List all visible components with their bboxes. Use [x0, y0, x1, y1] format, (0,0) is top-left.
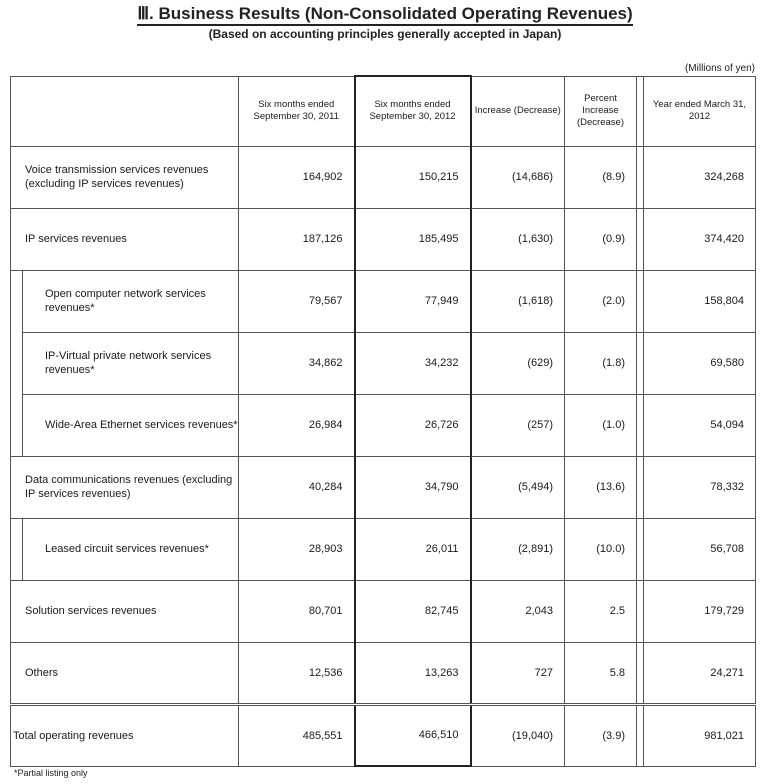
header-row	[11, 76, 756, 146]
header-h2: Six months ended September 30, 2012	[355, 76, 471, 146]
row-label: Open computer network services revenues*	[23, 270, 239, 332]
cell-h1: 187,126	[239, 208, 355, 270]
cell-h3: (257)	[471, 394, 565, 456]
row-label: IP-Virtual private network services revenues*	[23, 332, 239, 394]
cell-h3: (1,630)	[471, 208, 565, 270]
table-row	[11, 456, 756, 518]
cell-h2: 77,949	[355, 270, 471, 332]
cell-h4: (10.0)	[565, 518, 637, 580]
cell-h2: 13,263	[355, 642, 471, 704]
row-label: IP services revenues	[11, 208, 239, 270]
cell-h5: 324,268	[644, 146, 756, 208]
cell-h2: 150,215	[355, 146, 471, 208]
cell-h5: 981,021	[644, 704, 756, 766]
cell-h3: (19,040)	[471, 704, 565, 766]
cell-h3: 2,043	[471, 580, 565, 642]
cell-h5: 374,420	[644, 208, 756, 270]
row-label: Voice transmission services revenues (excluding IP services revenues)	[11, 146, 239, 208]
cell-h3: (14,686)	[471, 146, 565, 208]
cell-h4: (0.9)	[565, 208, 637, 270]
cell-h5: 158,804	[644, 270, 756, 332]
row-label: Total operating revenues	[11, 704, 239, 766]
cell-h4: 5.8	[565, 642, 637, 704]
units-note: (Millions of yen)	[684, 63, 755, 74]
table-row	[11, 394, 756, 456]
cell-h5: 69,580	[644, 332, 756, 394]
cell-h2: 466,510	[355, 704, 471, 766]
cell-h3: (629)	[471, 332, 565, 394]
cell-h5: 78,332	[644, 456, 756, 518]
cell-h2: 34,232	[355, 332, 471, 394]
cell-h1: 40,284	[239, 456, 355, 518]
row-label: Solution services revenues	[11, 580, 239, 642]
cell-h1: 34,862	[239, 332, 355, 394]
cell-h3: 727	[471, 642, 565, 704]
cell-h1: 28,903	[239, 518, 355, 580]
cell-h1: 80,701	[239, 580, 355, 642]
row-label: Wide-Area Ethernet services revenues*	[23, 394, 239, 456]
cell-h5: 56,708	[644, 518, 756, 580]
cell-h5: 179,729	[644, 580, 756, 642]
cell-h3: (1,618)	[471, 270, 565, 332]
cell-h4: (3.9)	[565, 704, 637, 766]
cell-h2: 26,011	[355, 518, 471, 580]
cell-h2: 82,745	[355, 580, 471, 642]
cell-h4: (2.0)	[565, 270, 637, 332]
row-label: Leased circuit services revenues*	[23, 518, 239, 580]
table-row	[11, 518, 756, 580]
cell-h4: (8.9)	[565, 146, 637, 208]
revenues-table	[10, 75, 756, 767]
table-row	[11, 332, 756, 394]
footnote: *Partial listing only	[14, 768, 88, 778]
cell-h2: 26,726	[355, 394, 471, 456]
header-gap	[637, 76, 644, 146]
table-row	[11, 580, 756, 642]
cell-h4: (1.8)	[565, 332, 637, 394]
row-label: Others	[11, 642, 239, 704]
page-title: Ⅲ. Business Results (Non-Consolidated Operating Revenues)	[0, 4, 770, 24]
table-row	[11, 208, 756, 270]
cell-h1: 26,984	[239, 394, 355, 456]
header-h5: Year ended March 31, 2012	[644, 76, 756, 146]
table-row	[11, 642, 756, 704]
header-h1: Six months ended September 30, 2011	[239, 76, 355, 146]
cell-h1: 79,567	[239, 270, 355, 332]
table-row	[11, 270, 756, 332]
indent-spacer	[11, 518, 23, 580]
page-subtitle: (Based on accounting principles generally accepted in Japan)	[208, 27, 562, 41]
cell-h1: 164,902	[239, 146, 355, 208]
cell-h1: 12,536	[239, 642, 355, 704]
row-label: Data communications revenues (excluding IP services revenues)	[11, 456, 239, 518]
cell-h2: 34,790	[355, 456, 471, 518]
cell-h2: 185,495	[355, 208, 471, 270]
cell-h1: 485,551	[239, 704, 355, 766]
cell-h4: (1.0)	[565, 394, 637, 456]
table-row	[11, 146, 756, 208]
cell-h5: 24,271	[644, 642, 756, 704]
total-row	[11, 704, 756, 766]
cell-h4: 2.5	[565, 580, 637, 642]
header-h4: Percent Increase (Decrease)	[565, 76, 637, 146]
cell-h5: 54,094	[644, 394, 756, 456]
indent-spacer	[11, 270, 23, 456]
cell-h3: (5,494)	[471, 456, 565, 518]
cell-h4: (13.6)	[565, 456, 637, 518]
header-h3: Increase (Decrease)	[471, 76, 565, 146]
cell-h3: (2,891)	[471, 518, 565, 580]
header-blank	[11, 76, 239, 146]
